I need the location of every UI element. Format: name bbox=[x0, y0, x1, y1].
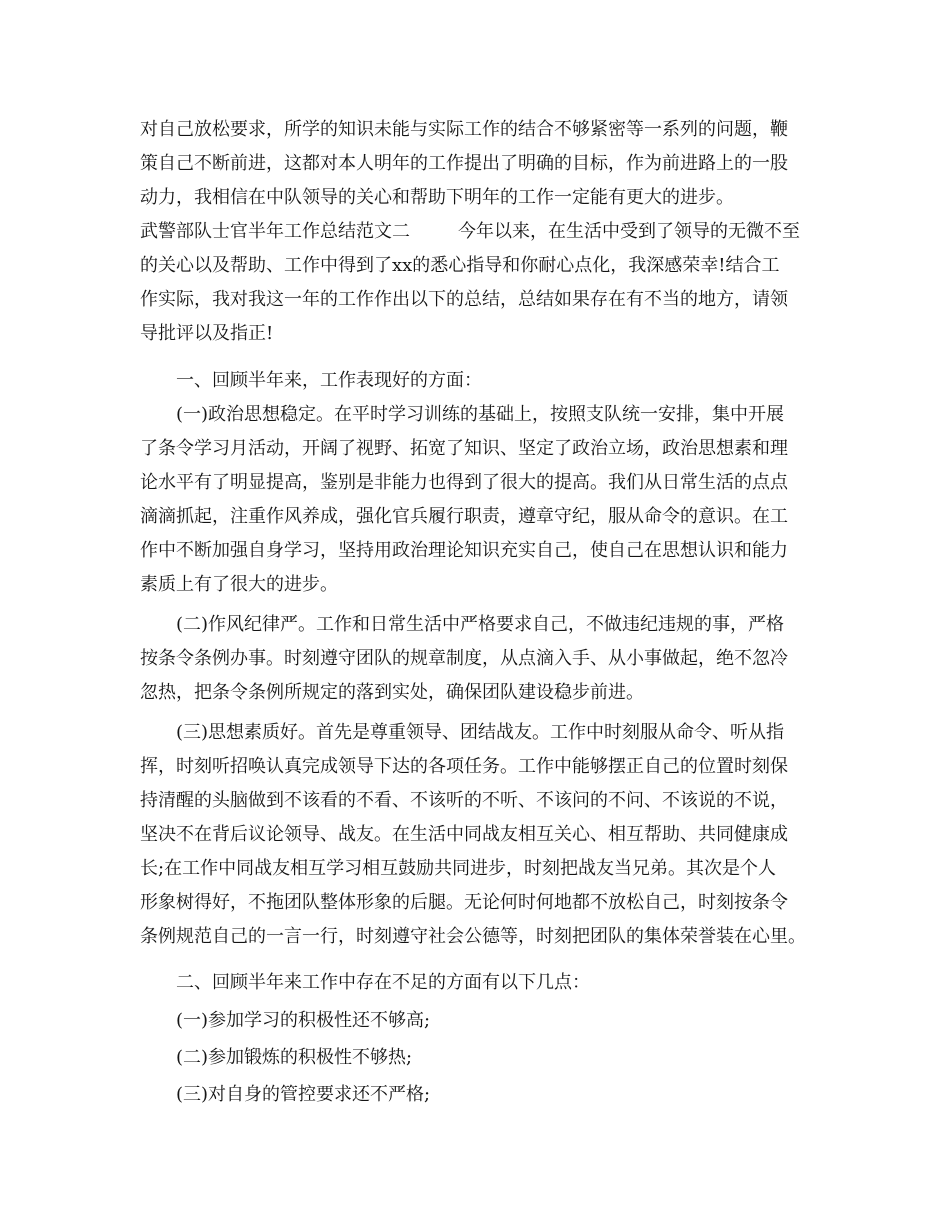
paragraph-line: (三)思想素质好。首先是尊重领导、团结战友。工作中时刻服从命令、听从指 bbox=[176, 722, 785, 743]
paragraph-line: 动力，我相信在中队领导的关心和帮助下明年的工作一定能有更大的进步。 bbox=[140, 187, 734, 208]
paragraph-line: (一)政治思想稳定。在平时学习训练的基础上，按照支队统一安排，集中开展 bbox=[176, 404, 785, 425]
paragraph-line: 持清醒的头脑做到不该看的不看、不该听的不听、不该问的不问、不该说的不说， bbox=[140, 790, 788, 811]
section-heading-line bbox=[140, 215, 820, 249]
paragraph-line: 忽热，把条令条例所规定的落到实处，确保团队建设稳步前进。 bbox=[140, 682, 644, 703]
paragraph-line: 策自己不断前进，这都对本人明年的工作提出了明确的目标，作为前进路上的一股 bbox=[140, 153, 788, 174]
section-intro-text: 今年以来，在生活中受到了领导的无微不至 bbox=[458, 221, 800, 242]
paragraph-line: 长;在工作中同战友相互学习相互鼓励共同进步，时刻把战友当兄弟。其次是个人 bbox=[140, 858, 777, 879]
paragraph-line: 滴滴抓起，注重作风养成，强化官兵履行职责，遵章守纪，服从命令的意识。在工 bbox=[140, 506, 788, 527]
list-item: (一)参加学习的积极性还不够高; bbox=[176, 1010, 431, 1031]
list-item: (三)对自身的管控要求还不严格; bbox=[176, 1084, 431, 1105]
paragraph-line: 形象树得好，不拖团队整体形象的后腿。无论何时何地都不放松自己，时刻按条令 bbox=[140, 892, 788, 913]
section-heading: 二、回顾半年来工作中存在不足的方面有以下几点： bbox=[176, 972, 590, 993]
paragraph-line: 对自己放松要求，所学的知识未能与实际工作的结合不够紧密等一系列的问题，鞭 bbox=[140, 119, 788, 140]
paragraph-line: 作实际，我对我这一年的工作作出以下的总结，总结如果存在有不当的地方，请领 bbox=[140, 289, 788, 310]
paragraph-line: 挥，时刻听招唤认真完成领导下达的各项任务。工作中能够摆正自己的位置时刻保 bbox=[140, 756, 788, 777]
paragraph-line: 了条令学习月活动，开阔了视野、拓宽了知识、坚定了政治立场，政治思想素和理 bbox=[140, 438, 788, 459]
section-title: 武警部队士官半年工作总结范文二 bbox=[140, 221, 410, 242]
paragraph-line: 坚决不在背后议论领导、战友。在生活中同战友相互关心、相互帮助、共同健康成 bbox=[140, 824, 788, 845]
list-item: (二)参加锻炼的积极性不够热; bbox=[176, 1047, 413, 1068]
paragraph-line: 素质上有了很大的进步。 bbox=[140, 574, 338, 595]
paragraph-line: (二)作风纪律严。工作和日常生活中严格要求自己，不做违纪违规的事，严格 bbox=[176, 614, 785, 635]
paragraph-line: 按条令条例办事。时刻遵守团队的规章制度，从点滴入手、从小事做起，绝不忽冷 bbox=[140, 648, 788, 669]
paragraph-line: 的关心以及帮助、工作中得到了xx的悉心指导和你耐心点化，我深感荣幸!结合工 bbox=[140, 255, 780, 276]
section-heading: 一、回顾半年来，工作表现好的方面： bbox=[176, 370, 482, 391]
paragraph-line: 条例规范自己的一言一行，时刻遵守社会公德等，时刻把团队的集体荣誉装在心里。 bbox=[140, 926, 806, 947]
paragraph-line: 论水平有了明显提高，鉴别是非能力也得到了很大的提高。我们从日常生活的点点 bbox=[140, 472, 788, 493]
paragraph-line: 导批评以及指正! bbox=[140, 323, 274, 344]
paragraph-line: 作中不断加强自身学习，坚持用政治理论知识充实自己，使自己在思想认识和能力 bbox=[140, 540, 788, 561]
